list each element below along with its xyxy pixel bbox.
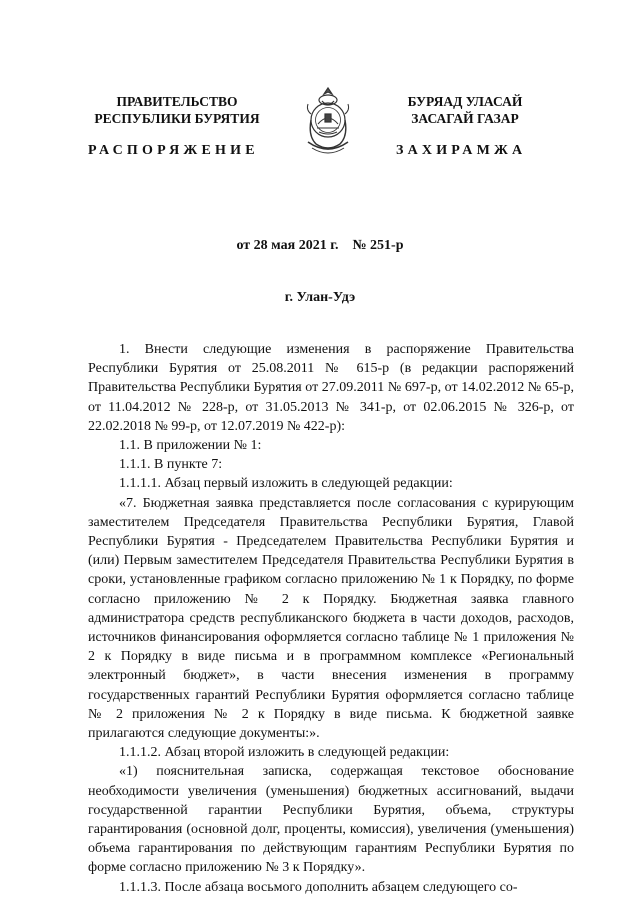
coat-of-arms-icon — [298, 84, 358, 160]
right-doc-type: ЗАХИРАМЖА — [396, 143, 527, 158]
right-title-line-2: ЗАСАГАЙ ГАЗАР — [411, 111, 519, 126]
left-title-line-2: РЕСПУБЛИКИ БУРЯТИЯ — [94, 111, 260, 126]
paragraph-4: 1.1.1.1. Абзац первый изложить в следующей редакции: — [119, 476, 453, 492]
paragraph-3: 1.1.1. В пункте 7: — [119, 457, 223, 473]
document-date-number — [0, 238, 640, 254]
header-right-title — [390, 93, 540, 127]
paragraph-8: 1.1.1.3. После абзаца восьмого дополнить абзацем следующего со- — [119, 879, 518, 895]
paragraph-1: 1. Внести следующие изменения в распоряжение Правительства Республики Бурятия от 25.08.2011 № 615-р (в редакции распоряжений Правительства Республики Бурятия от 27.09.2011 № 697-р, от 14.02.2012 № 65-р, от 11.04.2012 № 228-р, от 31.05.2013 № 341-р, от 02.06.2015 № 326-р, от 22.02.2018 № 99-р, от 12.07.2019 № 422-р): — [88, 342, 574, 434]
paragraph-7: «1) пояснительная записка, содержащая текстовое обоснование необходимости увеличения (уменьшения) бюджетных ассигнований, выдачи государственной гарантии Республики Бурятия, объема, структуры гарантирования (основной долг, проценты, комиссия), увеличения (уменьшения) объема гарантирования по действующим гарантиям Республики Бурятия по форме согласно приложению № 3 к Порядку». — [88, 764, 574, 876]
date-number-text: от 28 мая 2021 г. № 251-р — [236, 238, 404, 253]
paragraph-2: 1.1. В приложении № 1: — [119, 438, 262, 454]
paragraph-5: «7. Бюджетная заявка представляется после согласования с курирующим заместителем Председателя Правительства Республики Бурятия, Главой Республики Бурятия - Председателем Правительства Республики Бурятия и (или) Первым заместителем Председателя Правительства Республики Бурятия в сроки, установленные графиком согласно приложению № 1 к Порядку, по форме согласно приложению № 2 к Порядку. Бюджетная заявка главного администратора средств республиканского бюджета в части доходов, расходов, источников финансирования оформляется согласно таблице № 1 приложения № 2 к Порядку в виде письма и в программном комплексе «Региональный электронный бюджет», в части внесения изменения в программу государственных гарантий Республики Бурятия оформляется согласно таблице № 2 приложения № 2 к Порядку в виде письма. К бюджетной заявке прилагаются следующие документы:». — [88, 495, 574, 742]
document-body — [88, 340, 574, 897]
right-title-line-1: БУРЯАД УЛАСАЙ — [407, 94, 523, 109]
left-doc-type: РАСПОРЯЖЕНИЕ — [88, 143, 259, 158]
document-city: г. Улан-Удэ — [284, 290, 356, 305]
paragraph-6: 1.1.1.2. Абзац второй изложить в следующей редакции: — [119, 745, 450, 761]
header-left-title — [92, 93, 262, 127]
left-title-line-1: ПРАВИТЕЛЬСТВО — [116, 94, 238, 109]
